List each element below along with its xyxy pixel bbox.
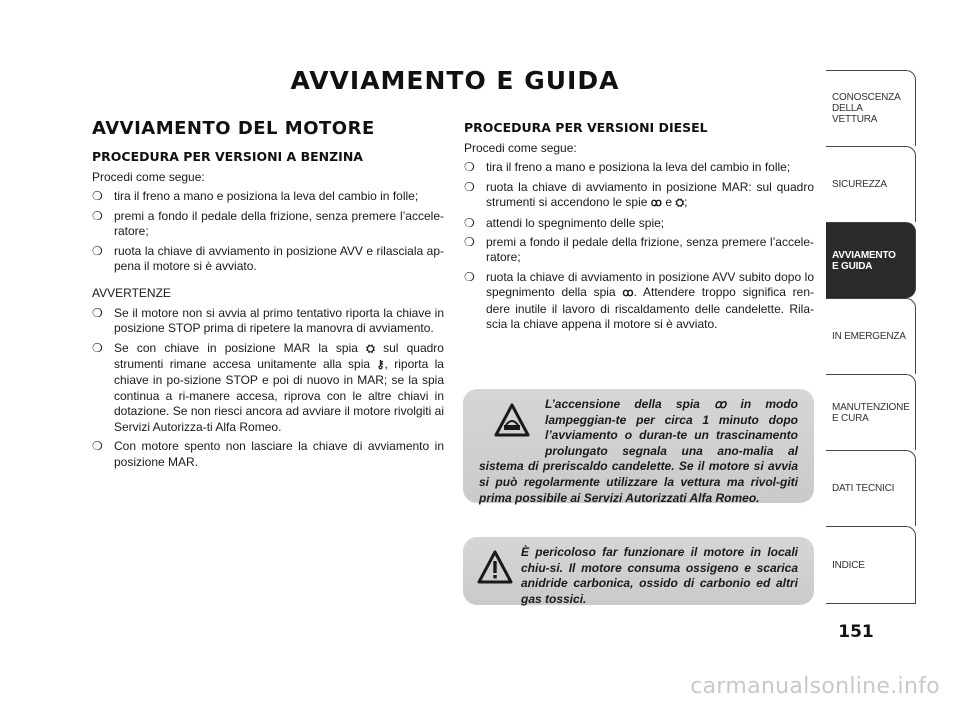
tab-conoscenza-della-vettura[interactable]: CONOSCENZA DELLA VETTURA <box>826 70 916 146</box>
tab-indice[interactable]: INDICE <box>826 526 916 604</box>
circle-bullet-icon: ❍ <box>92 340 103 355</box>
danger-triangle-icon <box>477 549 513 587</box>
engine-warning-icon: ⛭ <box>675 197 685 210</box>
page-number: 151 <box>838 622 874 642</box>
glow-plug-note-box <box>463 389 814 503</box>
petrol-intro: Procedi come segue: <box>92 170 205 184</box>
circle-bullet-icon: ❍ <box>92 243 103 258</box>
left-column <box>92 118 444 474</box>
circle-bullet-icon: ❍ <box>464 179 475 194</box>
list-item: ❍ premi a fondo il pedale della frizione, senza premere l’accele-ratore; <box>464 235 814 265</box>
danger-note-box <box>463 537 814 605</box>
list-item: ❍ Se con chiave in posizione MAR la spia ⛭ sul quadro strumenti rimane accesa unitamente alla spia ⚷, riporta la chiave in po-sizione STOP e poi di nuovo in MAR; se la spia continua a ri-manere accesa, riprova con le altre chiavi in dotazione. Se non riesci ancora ad avviare il motore rivolgiti ai Servizi Autorizza-ti Alfa Romeo. <box>92 340 444 434</box>
circle-bullet-icon: ❍ <box>92 439 103 454</box>
list-item: ❍ tira il freno a mano e posiziona la leva del cambio in folle; <box>464 160 791 175</box>
tab-avviamento-e-guida[interactable]: AVVIAMENTO E GUIDA <box>826 222 916 298</box>
tab-sicurezza[interactable]: SICUREZZA <box>826 146 916 222</box>
tab-dati-tecnici[interactable]: DATI TECNICI <box>826 450 916 526</box>
petrol-procedure-heading: PROCEDURA PER VERSIONI A BENZINA <box>92 149 363 164</box>
circle-bullet-icon: ❍ <box>92 305 103 320</box>
circle-bullet-icon: ❍ <box>464 160 475 175</box>
circle-bullet-icon: ❍ <box>464 215 475 230</box>
list-item: ❍ Se il motore non si avvia al primo tentativo riporta la chiave in posizione STOP prima di ripetere la manovra di avviamento. <box>92 305 444 336</box>
glow-plug-icon: ꝏ <box>650 197 662 210</box>
tab-in-emergenza[interactable]: IN EMERGENZA <box>826 298 916 374</box>
list-item: ❍ attendi lo spegnimento delle spie; <box>464 215 665 230</box>
list-item: ❍ tira il freno a mano e posiziona la leva del cambio in folle; <box>92 189 419 204</box>
warning-triangle-icon <box>493 401 531 443</box>
section-heading: AVVIAMENTO DEL MOTORE <box>92 118 375 139</box>
right-column <box>464 118 814 336</box>
circle-bullet-icon: ❍ <box>92 189 103 204</box>
glow-plug-note-text: L’accensione della spia ꝏ in modo lampeggian-te per circa 1 minuto dopo l’avviamento o duran-te un trascinamento prolungato segnala una ano-malia al sistema di preriscaldo candelette. Se il motore si avvia si può regolarmente utilizzare la vettura ma rivol-giti prima possibile ai Servizi Autorizzati Alfa Romeo. <box>479 397 798 505</box>
petrol-steps-list <box>92 189 444 274</box>
list-item: ❍ ruota la chiave di avviamento in posizione MAR: sul quadro strumenti si accendono le spie ꝏ e ⛭; <box>464 179 814 210</box>
list-item: ❍ Con motore spento non lasciare la chiave di avviamento in posizione MAR. <box>92 439 444 469</box>
circle-bullet-icon: ❍ <box>464 235 475 250</box>
circle-bullet-icon: ❍ <box>92 208 103 223</box>
list-item: ❍ ruota la chiave di avviamento in posizione AVV subito dopo lo spegnimento della spia ꝏ. Attendere troppo significa ren-dere inutile il lavoro di riscaldamento delle candelette. Rila-scia la chiave appena il motore si è avviato. <box>464 269 815 332</box>
glow-plug-icon: ꝏ <box>714 397 727 411</box>
immobilizer-icon: ⚷ <box>376 359 385 372</box>
warnings-list <box>92 306 444 470</box>
warnings-label: AVVERTENZE <box>92 286 171 301</box>
page-title: AVVIAMENTO E GUIDA <box>290 66 620 95</box>
watermark-text: carmanualsonline.info <box>690 674 940 699</box>
diesel-procedure-heading: PROCEDURA PER VERSIONI DIESEL <box>464 120 708 135</box>
list-item: ❍ ruota la chiave di avviamento in posizione AVV e rilasciala ap-pena il motore si è avviato. <box>92 243 444 274</box>
chapter-tabs <box>826 70 916 604</box>
circle-bullet-icon: ❍ <box>464 269 475 284</box>
danger-note-text: È pericoloso far funzionare il motore in locali chiu-si. Il motore consuma ossigeno e scarica anidride carbonica, ossido di carbonio ed altri gas tossici. <box>521 545 798 606</box>
glow-plug-icon: ꝏ <box>622 287 634 300</box>
diesel-steps-list <box>464 160 814 332</box>
list-item: ❍ premi a fondo il pedale della frizione, senza premere l’accele-ratore; <box>92 208 444 239</box>
tab-manutenzione-e-cura[interactable]: MANUTENZIONE E CURA <box>826 374 916 450</box>
diesel-intro: Procedi come segue: <box>464 141 577 155</box>
engine-warning-icon: ⛭ <box>366 342 375 355</box>
